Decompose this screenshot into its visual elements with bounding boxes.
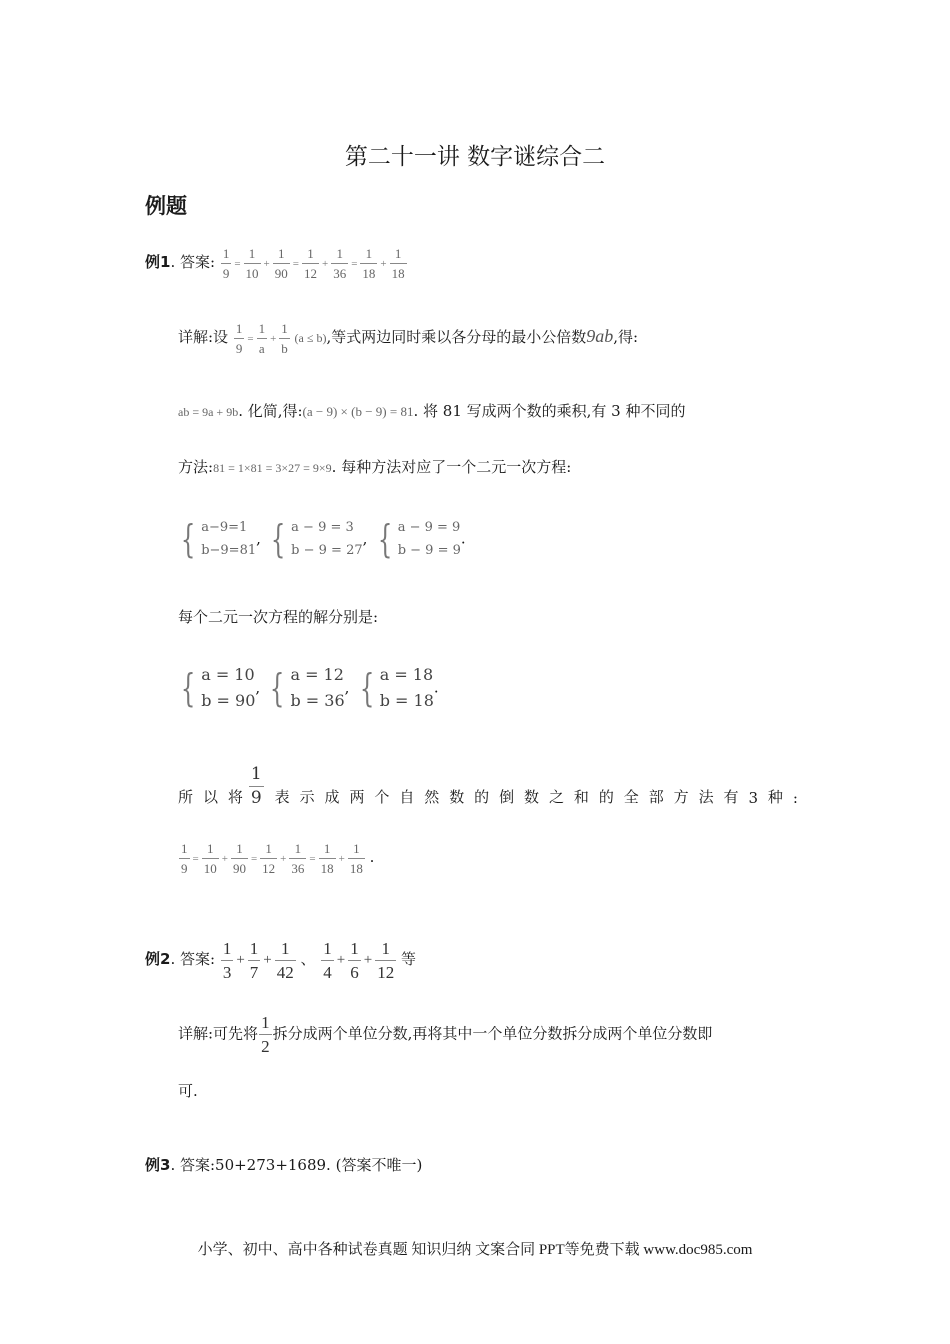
ex1-answer-line — [145, 247, 408, 280]
ex2-detail-line1: 详解:可先将 $\frac{1}{2}$ 拆分成两个单位分数,再将其中一个单位分数拆分成两个单位分数即 — [178, 1013, 713, 1056]
ex1-answer-formula: $\frac{1}{9}$ = $\frac{1}{10}$ + $\frac{1}{90}$ = $\frac{1}{12}$ + $\frac{1}{36}$ = $\frac{1}{18}$ + $\frac{1}{18}$ — [222, 246, 405, 281]
ex1-solutions: { a = 10 b = 90 , { a = 12 b = 36 , { a = 18 b = 18 . — [176, 662, 439, 714]
equation-system-2: { a − 9 = 3 b − 9 = 27 — [270, 517, 363, 561]
equation-system-3: { a − 9 = 9 b − 9 = 9 — [377, 517, 461, 561]
ex3-answer-line: 例3. 答案:50+273+1689. (答案不唯一) — [145, 1156, 423, 1174]
ex1-equation-systems: { a−9=1 b−9=81 , { a − 9 = 3 b − 9 = 27 , { a − 9 = 9 b − 9 = 9 . — [176, 516, 466, 562]
ex1-solutions-intro: 每个二元一次方程的解分别是: — [178, 608, 379, 626]
ex2-label: 例2 — [145, 949, 171, 968]
ex2-answer-formula-2: $\frac{1}{4}$ + $\frac{1}{6}$ + $\frac{1}{12}$ — [323, 939, 395, 982]
ex1-detail-line2: ab = 9a + 9b. 化简,得:(a − 9) × (b − 9) = 81. 将 81 写成两个数的乘积,有 3 种不同的 — [178, 402, 686, 420]
ex1-conclusion-formula: $\frac{1}{9}$ = $\frac{1}{10}$ + $\frac{1}{90}$ = $\frac{1}{12}$ + $\frac{1}{36}$ = $\frac{1}{18}$ + $\frac{1}{18}$ . — [181, 841, 375, 876]
ex1-detail-line3: 方法:81 = 1×81 = 3×27 = 9×9. 每种方法对应了一个二元一次方程: — [178, 458, 572, 476]
ex2-detail-line2: 可. — [178, 1082, 198, 1100]
ex1-answer-prefix: . 答案: — [170, 252, 216, 271]
solution-2: { a = 12 b = 36 — [270, 665, 345, 710]
ex3-label: 例3 — [145, 1156, 171, 1174]
equation-system-1: { a−9=1 b−9=81 — [180, 517, 257, 561]
solution-1: { a = 10 b = 90 — [180, 665, 256, 710]
ex2-answer-line: 例2. 答案: $\frac{1}{3}$ + $\frac{1}{7}$ + $\frac{1}{42}$ 、 $\frac{1}{4}$ + $\frac{1}{6}$ + $\frac{1}{12}$ 等 — [145, 939, 416, 982]
ex1-label: 例1 — [145, 252, 171, 271]
page-title: 第二十一讲 数字谜综合二 — [344, 144, 606, 170]
solution-3: { a = 18 b = 18 — [359, 665, 434, 710]
section-heading: 例题 — [145, 194, 187, 218]
ex1-setup-formula: $\frac{1}{9}$ = $\frac{1}{a}$ + $\frac{1}{b}$ — [235, 321, 288, 356]
ex1-conclusion-line: 所 以 将 $\frac{1}{9}$ 表 示 成 两 个 自 然 数 的 倒 数 之 和 的 全 部 方 法 有 3 种 : — [178, 764, 798, 808]
page-footer: 小学、初中、高中各种试卷真题 知识归纳 文案合同 PPT等免费下载 www.doc985.com — [197, 1242, 753, 1258]
ex2-answer-formula-1: $\frac{1}{3}$ + $\frac{1}{7}$ + $\frac{1}{42}$ — [222, 939, 294, 982]
ex1-detail-line1: 详解:设 $\frac{1}{9}$ = $\frac{1}{a}$ + $\frac{1}{b}$ (a ≤ b),等式两边同时乘以各分母的最小公倍数9ab,得: — [178, 321, 639, 356]
